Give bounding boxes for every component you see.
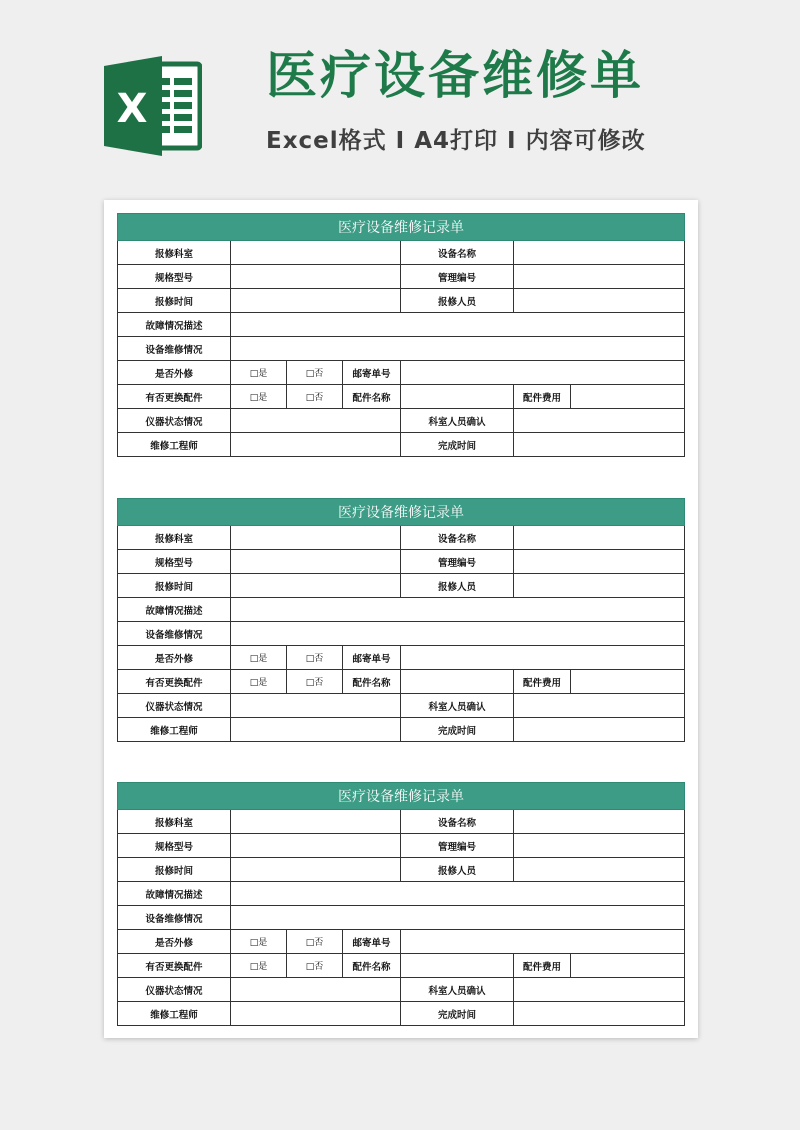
engineer-label: 维修工程师 <box>118 1002 231 1026</box>
report-time-field[interactable] <box>231 858 401 882</box>
mgmt-no-field[interactable] <box>514 834 685 858</box>
finish-time-label: 完成时间 <box>401 1002 514 1026</box>
reporter-field[interactable] <box>514 289 685 313</box>
table-row <box>118 313 685 337</box>
parts-replaced-label: 有否更换配件 <box>118 670 231 694</box>
form-title: 医疗设备维修记录单 <box>118 783 685 810</box>
table-row <box>118 954 685 978</box>
table-row <box>118 694 685 718</box>
outsourced-no-checkbox[interactable]: □否 <box>287 646 343 670</box>
dept-confirm-field[interactable] <box>514 978 685 1002</box>
part-name-field[interactable] <box>401 385 514 409</box>
outsourced-yes-checkbox[interactable]: □是 <box>231 646 287 670</box>
table-row <box>118 718 685 742</box>
report-time-label: 报修时间 <box>118 858 231 882</box>
table-row <box>118 526 685 550</box>
instrument-status-field[interactable] <box>231 978 401 1002</box>
spec-model-label: 规格型号 <box>118 834 231 858</box>
engineer-field[interactable] <box>231 718 401 742</box>
repair-status-label: 设备维修情况 <box>118 337 231 361</box>
part-cost-label: 配件费用 <box>514 954 571 978</box>
dept-confirm-field[interactable] <box>514 409 685 433</box>
fault-desc-field[interactable] <box>231 313 685 337</box>
device-name-label: 设备名称 <box>401 526 514 550</box>
repair-status-field[interactable] <box>231 337 685 361</box>
outsourced-label: 是否外修 <box>118 930 231 954</box>
report-dept-field[interactable] <box>231 526 401 550</box>
mail-no-label: 邮寄单号 <box>343 361 401 385</box>
table-row <box>118 550 685 574</box>
mgmt-no-label: 管理编号 <box>401 265 514 289</box>
repair-form <box>117 782 685 1026</box>
reporter-label: 报修人员 <box>401 858 514 882</box>
table-row <box>118 978 685 1002</box>
parts-yes-checkbox[interactable]: □是 <box>231 670 287 694</box>
excel-icon <box>104 56 202 156</box>
dept-confirm-label: 科室人员确认 <box>401 978 514 1002</box>
table-row <box>118 834 685 858</box>
fault-desc-label: 故障情况描述 <box>118 882 231 906</box>
parts-no-checkbox[interactable]: □否 <box>287 954 343 978</box>
fault-desc-label: 故障情况描述 <box>118 313 231 337</box>
form-title: 医疗设备维修记录单 <box>118 499 685 526</box>
table-row <box>118 385 685 409</box>
mail-no-label: 邮寄单号 <box>343 930 401 954</box>
part-cost-field[interactable] <box>571 670 685 694</box>
reporter-field[interactable] <box>514 574 685 598</box>
table-row <box>118 241 685 265</box>
report-time-field[interactable] <box>231 289 401 313</box>
engineer-label: 维修工程师 <box>118 718 231 742</box>
form-title: 医疗设备维修记录单 <box>118 214 685 241</box>
finish-time-field[interactable] <box>514 718 685 742</box>
table-row <box>118 646 685 670</box>
finish-time-field[interactable] <box>514 433 685 457</box>
mgmt-no-label: 管理编号 <box>401 834 514 858</box>
page-header <box>0 0 800 190</box>
parts-yes-checkbox[interactable]: □是 <box>231 954 287 978</box>
outsourced-yes-checkbox[interactable]: □是 <box>231 361 287 385</box>
finish-time-field[interactable] <box>514 1002 685 1026</box>
mail-no-field[interactable] <box>401 646 685 670</box>
report-time-label: 报修时间 <box>118 574 231 598</box>
report-time-field[interactable] <box>231 574 401 598</box>
table-row <box>118 670 685 694</box>
table-row <box>118 265 685 289</box>
table-row <box>118 574 685 598</box>
table-row <box>118 337 685 361</box>
outsourced-no-checkbox[interactable]: □否 <box>287 930 343 954</box>
finish-time-label: 完成时间 <box>401 433 514 457</box>
repair-status-field[interactable] <box>231 906 685 930</box>
report-dept-field[interactable] <box>231 810 401 834</box>
report-time-label: 报修时间 <box>118 289 231 313</box>
spec-model-label: 规格型号 <box>118 265 231 289</box>
repair-status-label: 设备维修情况 <box>118 906 231 930</box>
spec-model-field[interactable] <box>231 265 401 289</box>
table-row <box>118 433 685 457</box>
engineer-field[interactable] <box>231 433 401 457</box>
mail-no-field[interactable] <box>401 930 685 954</box>
parts-yes-checkbox[interactable]: □是 <box>231 385 287 409</box>
spec-model-field[interactable] <box>231 834 401 858</box>
table-row <box>118 622 685 646</box>
outsourced-label: 是否外修 <box>118 361 231 385</box>
part-cost-label: 配件费用 <box>514 670 571 694</box>
parts-replaced-label: 有否更换配件 <box>118 385 231 409</box>
repair-form <box>117 213 685 457</box>
instrument-status-field[interactable] <box>231 694 401 718</box>
instrument-status-label: 仪器状态情况 <box>118 978 231 1002</box>
repair-status-label: 设备维修情况 <box>118 622 231 646</box>
part-cost-label: 配件费用 <box>514 385 571 409</box>
table-row <box>118 289 685 313</box>
document-page <box>104 200 698 1038</box>
mail-no-field[interactable] <box>401 361 685 385</box>
device-name-label: 设备名称 <box>401 241 514 265</box>
part-name-label: 配件名称 <box>343 670 401 694</box>
engineer-field[interactable] <box>231 1002 401 1026</box>
dept-confirm-field[interactable] <box>514 694 685 718</box>
parts-no-checkbox[interactable]: □否 <box>287 385 343 409</box>
fault-desc-field[interactable] <box>231 598 685 622</box>
mgmt-no-field[interactable] <box>514 265 685 289</box>
finish-time-label: 完成时间 <box>401 718 514 742</box>
device-name-field[interactable] <box>514 810 685 834</box>
table-row <box>118 858 685 882</box>
part-cost-field[interactable] <box>571 954 685 978</box>
page-subtitle: Excel格式 I A4打印 I 内容可修改 <box>266 128 646 154</box>
dept-confirm-label: 科室人员确认 <box>401 694 514 718</box>
svg-text:X: X <box>116 86 148 132</box>
repair-form <box>117 498 685 742</box>
table-row <box>118 598 685 622</box>
mgmt-no-field[interactable] <box>514 550 685 574</box>
table-row <box>118 882 685 906</box>
table-row <box>118 1002 685 1026</box>
device-name-field[interactable] <box>514 526 685 550</box>
part-name-label: 配件名称 <box>343 954 401 978</box>
report-dept-field[interactable] <box>231 241 401 265</box>
instrument-status-label: 仪器状态情况 <box>118 409 231 433</box>
outsourced-no-checkbox[interactable]: □否 <box>287 361 343 385</box>
part-name-field[interactable] <box>401 954 514 978</box>
table-row <box>118 409 685 433</box>
dept-confirm-label: 科室人员确认 <box>401 409 514 433</box>
page-title: 医疗设备维修单 <box>266 47 645 106</box>
outsourced-yes-checkbox[interactable]: □是 <box>231 930 287 954</box>
device-name-label: 设备名称 <box>401 810 514 834</box>
table-row <box>118 930 685 954</box>
mgmt-no-label: 管理编号 <box>401 550 514 574</box>
table-row <box>118 361 685 385</box>
fault-desc-field[interactable] <box>231 882 685 906</box>
reporter-field[interactable] <box>514 858 685 882</box>
report-dept-label: 报修科室 <box>118 526 231 550</box>
fault-desc-label: 故障情况描述 <box>118 598 231 622</box>
device-name-field[interactable] <box>514 241 685 265</box>
part-name-label: 配件名称 <box>343 385 401 409</box>
instrument-status-field[interactable] <box>231 409 401 433</box>
table-row <box>118 906 685 930</box>
parts-no-checkbox[interactable]: □否 <box>287 670 343 694</box>
spec-model-label: 规格型号 <box>118 550 231 574</box>
mail-no-label: 邮寄单号 <box>343 646 401 670</box>
report-dept-label: 报修科室 <box>118 810 231 834</box>
part-cost-field[interactable] <box>571 385 685 409</box>
repair-status-field[interactable] <box>231 622 685 646</box>
parts-replaced-label: 有否更换配件 <box>118 954 231 978</box>
instrument-status-label: 仪器状态情况 <box>118 694 231 718</box>
engineer-label: 维修工程师 <box>118 433 231 457</box>
report-dept-label: 报修科室 <box>118 241 231 265</box>
spec-model-field[interactable] <box>231 550 401 574</box>
outsourced-label: 是否外修 <box>118 646 231 670</box>
reporter-label: 报修人员 <box>401 289 514 313</box>
table-row <box>118 810 685 834</box>
part-name-field[interactable] <box>401 670 514 694</box>
reporter-label: 报修人员 <box>401 574 514 598</box>
